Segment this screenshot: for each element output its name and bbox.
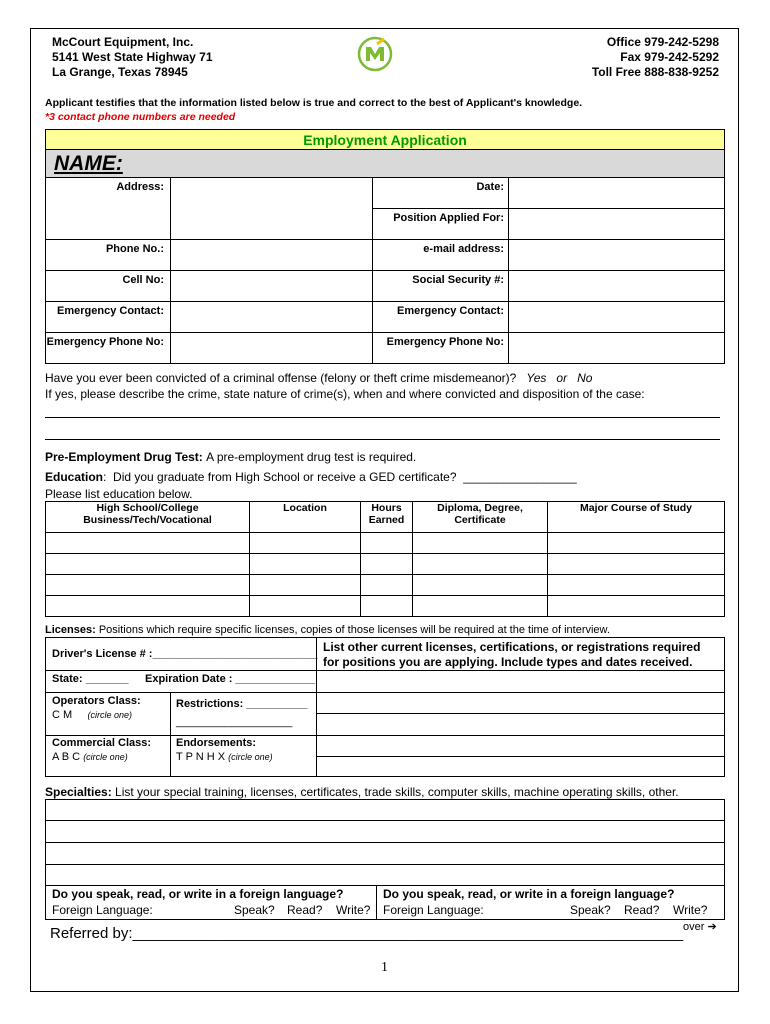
- criminal-followup: If yes, please describe the crime, state nature of crime(s), when and where convicted and disposition of the case:: [45, 387, 645, 401]
- address-field[interactable]: [171, 178, 371, 238]
- commercial-class-label: Commercial Class:: [52, 737, 152, 749]
- toll-free-number: Toll Free 888-838-9252: [591, 65, 719, 79]
- emergency-contact-label-right: Emergency Contact:: [397, 305, 504, 317]
- operators-class-options[interactable]: C M (circle one): [52, 709, 132, 721]
- over-label: over ➔: [683, 921, 717, 933]
- date-field[interactable]: [509, 178, 724, 207]
- company-logo-icon: [357, 36, 393, 72]
- table-row[interactable]: [46, 554, 725, 575]
- position-label: Position Applied For:: [393, 212, 504, 224]
- position-field[interactable]: [509, 209, 724, 238]
- write-right[interactable]: Write?: [673, 903, 708, 917]
- read-right[interactable]: Read?: [624, 903, 660, 917]
- email-label: e-mail address:: [423, 243, 504, 255]
- page-number: 1: [381, 960, 388, 975]
- education-table: [45, 501, 725, 617]
- edu-header-major: Major Course of Study: [548, 502, 725, 533]
- write-left[interactable]: Write?: [336, 903, 371, 917]
- table-row[interactable]: [46, 533, 725, 554]
- attestation-text: Applicant testifies that the information listed below is true and correct to the best of Applicant's knowledge.: [45, 97, 583, 109]
- ged-answer-blank[interactable]: _________________: [463, 470, 577, 484]
- edu-header-diploma: Diploma, Degree, Certificate: [413, 502, 548, 533]
- address-label: Address:: [116, 181, 164, 193]
- table-row[interactable]: [46, 596, 725, 617]
- restrictions-field[interactable]: Restrictions: __________: [176, 698, 308, 710]
- read-left[interactable]: Read?: [287, 903, 323, 917]
- education-list-note: Please list education below.: [45, 487, 193, 501]
- cell-label: Cell No:: [122, 274, 164, 286]
- name-bar: [45, 149, 725, 178]
- other-licenses-text: List other current licenses, certifications, or registrations required for positions you are applying. Include types and dates received.: [323, 640, 701, 669]
- specialties-text: Specialties: List your special training, licenses, certificates, trade skills, computer skills, machine operating skills, other.: [45, 785, 679, 799]
- edu-header-location: Location: [250, 502, 361, 533]
- edu-header-school: High School/College Business/Tech/Vocational: [46, 502, 250, 533]
- ssn-label: Social Security #:: [412, 274, 504, 286]
- form-title: Employment Application: [303, 132, 467, 148]
- emergency-phone-label-right: Emergency Phone No:: [386, 336, 504, 348]
- endorsement-options[interactable]: T P N H X (circle one): [176, 751, 273, 763]
- phone-label: Phone No.:: [105, 243, 164, 255]
- office-phone: Office 979-242-5298: [606, 35, 719, 49]
- name-label: NAME:: [54, 152, 123, 175]
- endorsements-label: Endorsements:: [176, 737, 257, 749]
- foreign-language-right[interactable]: Foreign Language:: [383, 903, 484, 917]
- language-question-left: Do you speak, read, or write in a foreign language?: [52, 887, 344, 901]
- criminal-question: Have you ever been convicted of a criminal offense (felony or theft crime misdemeanor)? Yes or No: [45, 371, 593, 385]
- drug-test-text: Pre-Employment Drug Test: A pre-employment drug test is required.: [45, 450, 417, 464]
- edu-header-hours: Hours Earned: [361, 502, 413, 533]
- company-name: McCourt Equipment, Inc.: [52, 35, 194, 49]
- drivers-license-field[interactable]: Driver's License # :___________________________: [52, 648, 318, 660]
- criminal-answer-line-1[interactable]: [45, 417, 720, 418]
- commercial-class-options[interactable]: A B C (circle one): [52, 751, 128, 763]
- company-address-1: 5141 West State Highway 71: [52, 50, 213, 64]
- company-address-2: La Grange, Texas 78945: [52, 65, 188, 79]
- title-bar: [45, 129, 725, 150]
- speak-right[interactable]: Speak?: [570, 903, 611, 917]
- emergency-phone-label-left: Emergency Phone No:: [46, 336, 164, 348]
- operators-class-label: Operators Class:: [52, 695, 141, 707]
- state-field[interactable]: State: _______: [52, 673, 129, 685]
- licenses-text: Licenses: Positions which require specific licenses, copies of those licenses will be required at the time of interview.: [45, 624, 610, 636]
- language-question-right: Do you speak, read, or write in a foreign language?: [383, 887, 675, 901]
- foreign-language-left[interactable]: Foreign Language:: [52, 903, 153, 917]
- speak-left[interactable]: Speak?: [234, 903, 275, 917]
- criminal-answer-line-2[interactable]: [45, 439, 720, 440]
- date-label: Date:: [476, 181, 504, 193]
- expiration-field[interactable]: Expiration Date : _____________: [145, 673, 315, 685]
- criminal-yes[interactable]: Yes: [526, 371, 547, 385]
- emergency-contact-label-left: Emergency Contact:: [57, 305, 164, 317]
- criminal-no[interactable]: No: [577, 371, 593, 385]
- education-question: Education: Did you graduate from High School or receive a GED certificate? _________________: [45, 470, 577, 484]
- restrictions-line[interactable]: ___________________: [176, 716, 293, 728]
- contact-note: *3 contact phone numbers are needed: [45, 111, 236, 123]
- table-row[interactable]: [46, 575, 725, 596]
- fax-number: Fax 979-242-5292: [620, 50, 719, 64]
- referred-by-field[interactable]: Referred by:__________________________________________________________________: [50, 925, 684, 942]
